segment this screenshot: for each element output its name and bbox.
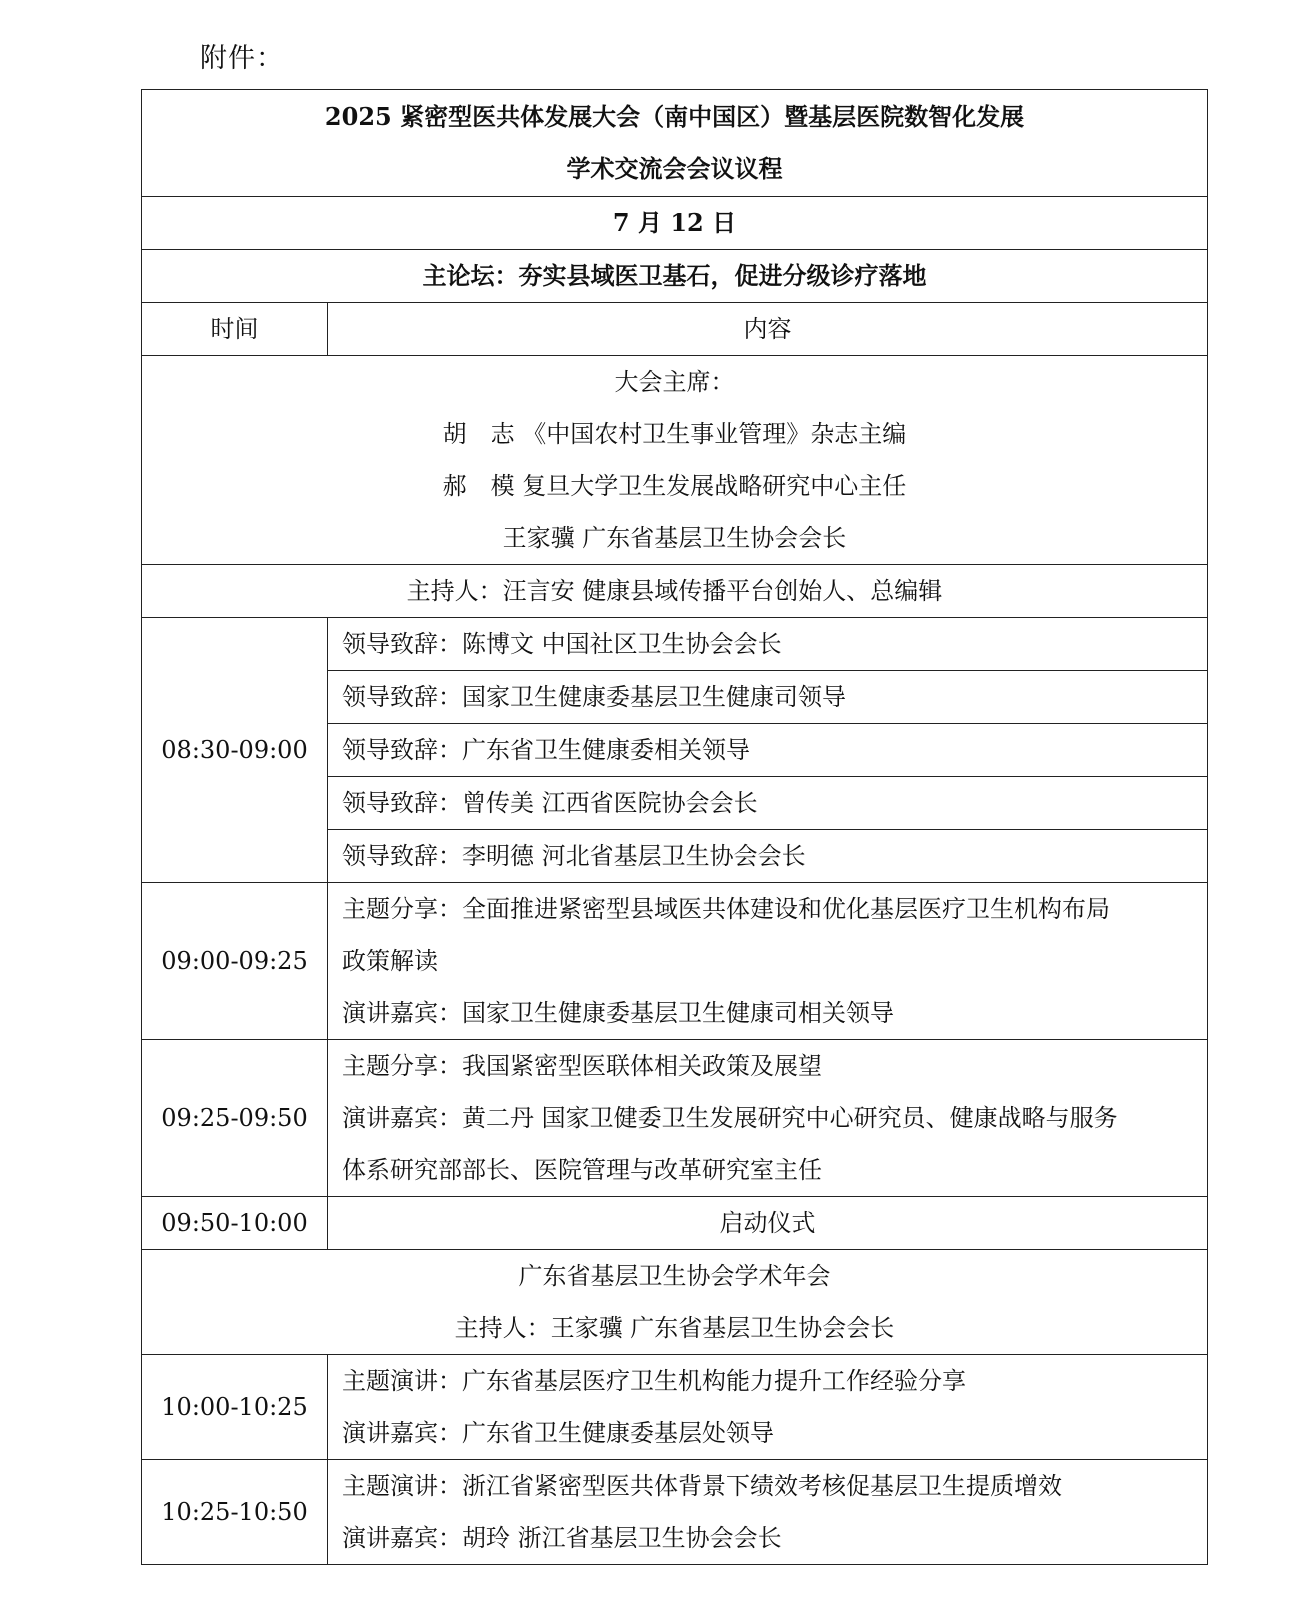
session-content [328,883,1208,1040]
chair-line: 王家骥 广东省基层卫生协会会长 [502,524,847,552]
chairs-row [142,356,1208,565]
session-item: 领导致辞：陈博文 中国社区卫生协会会长 [328,618,1208,671]
forum-row [142,250,1208,303]
session-line: 演讲嘉宾：国家卫生健康委基层卫生健康司相关领导 [342,999,894,1027]
session-row [142,883,1208,1040]
forum-cell: 主论坛：夯实县域医卫基石，促进分级诊疗落地 [142,250,1208,303]
session-line: 主题分享：全面推进紧密型县域医共体建设和优化基层医疗卫生机构布局 [342,895,1110,923]
session-time: 09:00-09:25 [142,883,328,1040]
session-time: 09:25-09:50 [142,1040,328,1197]
session-row [142,618,1208,671]
session-row [142,1460,1208,1565]
session-item: 领导致辞：广东省卫生健康委相关领导 [328,724,1208,777]
header-content: 内容 [328,303,1208,356]
chairs-cell [142,356,1208,565]
session-time: 10:25-10:50 [142,1460,328,1565]
host-cell: 主持人：汪言安 健康县域传播平台创始人、总编辑 [142,565,1208,618]
session-time: 09:50-10:00 [142,1197,328,1250]
session-item: 领导致辞：国家卫生健康委基层卫生健康司领导 [328,671,1208,724]
session-line: 演讲嘉宾：广东省卫生健康委基层处领导 [342,1419,774,1447]
session-row [142,1040,1208,1197]
chair-line: 胡 志 《中国农村卫生事业管理》杂志主编 [442,420,907,448]
session-line: 演讲嘉宾：黄二丹 国家卫健委卫生发展研究中心研究员、健康战略与服务 [342,1104,1118,1132]
header-time: 时间 [142,303,328,356]
session-item: 领导致辞：曾传美 江西省医院协会会长 [328,777,1208,830]
session-content [328,1460,1208,1565]
session-line: 政策解读 [342,947,438,975]
session-time: 10:00-10:25 [142,1355,328,1460]
session-time: 08:30-09:00 [142,618,328,883]
session-content [328,1040,1208,1197]
title-cell [142,90,1208,197]
title-row [142,90,1208,197]
date-row [142,197,1208,250]
session-content: 启动仪式 [328,1197,1208,1250]
session-line: 演讲嘉宾：胡玲 浙江省基层卫生协会会长 [342,1524,782,1552]
date-cell: 7 月 12 日 [142,197,1208,250]
session-line: 主题分享：我国紧密型医联体相关政策及展望 [342,1052,822,1080]
title-line-2: 学术交流会会议议程 [566,154,783,183]
host-row [142,565,1208,618]
session-row [142,1355,1208,1460]
annual-cell [142,1250,1208,1355]
annual-host: 主持人：王家骥 广东省基层卫生协会会长 [454,1314,895,1342]
session-row [142,1197,1208,1250]
agenda-table [141,89,1208,1565]
session-line: 主题演讲：浙江省紧密型医共体背景下绩效考核促基层卫生提质增效 [342,1472,1062,1500]
header-row [142,303,1208,356]
session-content [328,1355,1208,1460]
session-item: 领导致辞：李明德 河北省基层卫生协会会长 [328,830,1208,883]
attachment-label: 附件： [200,43,284,74]
session-line: 体系研究部部长、医院管理与改革研究室主任 [342,1156,822,1184]
annual-row [142,1250,1208,1355]
chairs-label: 大会主席： [614,368,735,396]
chair-line: 郝 模 复旦大学卫生发展战略研究中心主任 [442,472,907,500]
annual-title: 广东省基层卫生协会学术年会 [518,1262,831,1290]
session-line: 主题演讲：广东省基层医疗卫生机构能力提升工作经验分享 [342,1367,966,1395]
title-line-1: 2025 紧密型医共体发展大会（南中国区）暨基层医院数智化发展 [324,102,1025,131]
